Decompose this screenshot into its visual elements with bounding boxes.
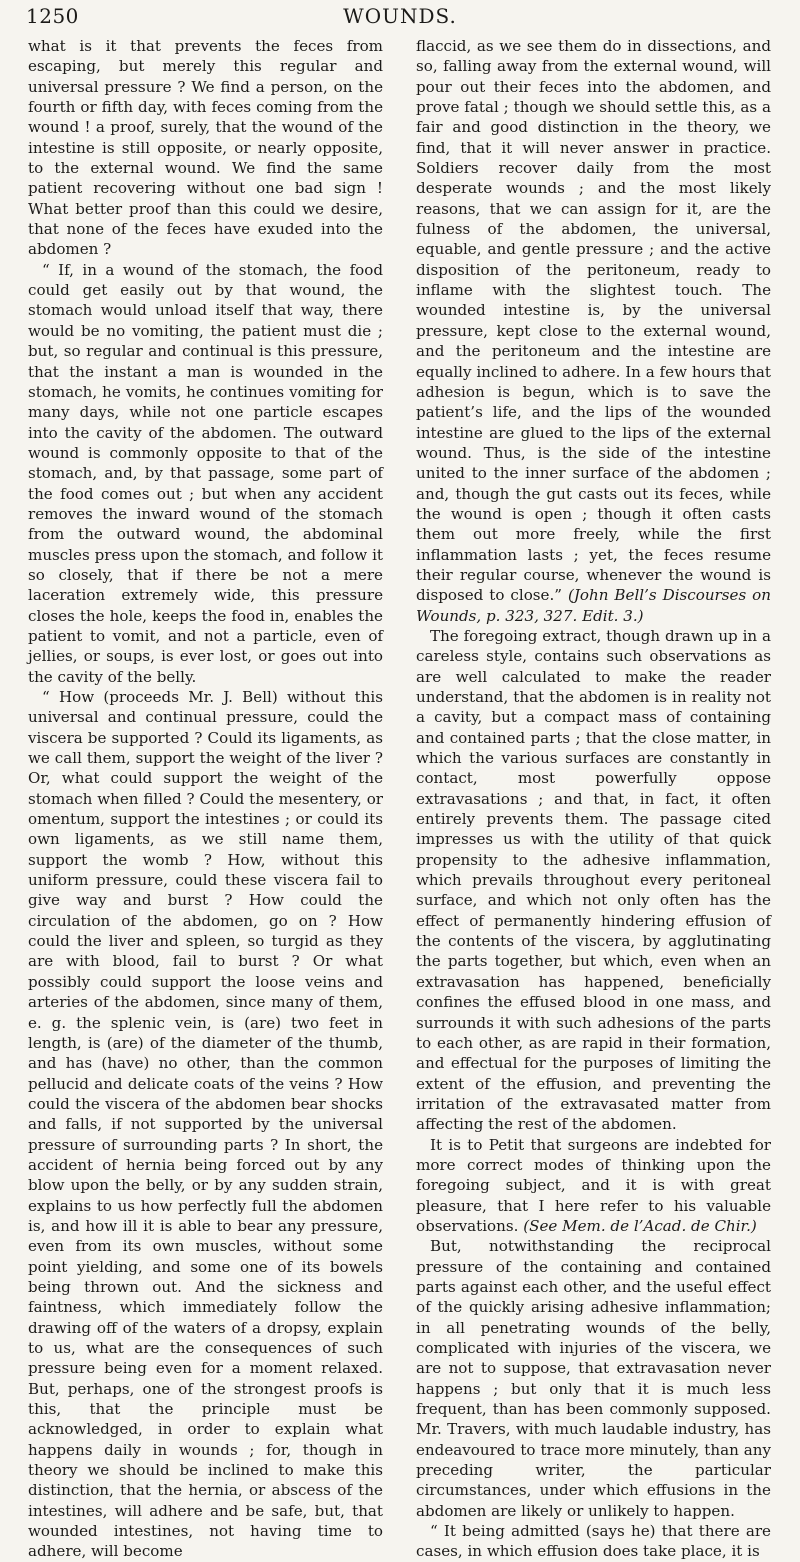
page-number: 1250 [26, 4, 79, 28]
paragraph [416, 1135, 771, 1237]
paragraph: “ It being admitted (says he) that there are cases, in which effusion does take place, it is [416, 1522, 771, 1561]
paragraph: “ How (proceeds Mr. J. Bell) without this universal and continual pressure, could the viscera be supported ? Could its ligaments, as we call them, support the weight of the liver ? Or, what could support the weight of the stomach when filled ? Could the mesentery, or omentum, support the intestines ; or could its own ligaments, as we still name them, support the womb ? How, without this uniform pressure, could these viscera fail to give way and burst ? How could the circulation of the abdomen, go on ? How could the liver and spleen, so turgid as they are with blood, fail to burst ? Or what possibly could support the loose veins and arteries of the abdomen, since many of them, e. g. the splenic vein, is (are) two feet in length, is (are) of the diameter of the thumb, and has (have) no other, than the common pellucid and delicate coats of the veins ? How could the viscera of the abdomen bear shocks and falls, if not supported by the universal pressure of surrounding parts ? In short, the accident of hernia being forced out by any blow upon the belly, or by any sudden strain, explains to us how perfectly full the abdomen is, and how ill it is able to bear any pressure, even from its own muscles, without some point yielding, and some one of its bowels being thrown out. And the sickness and faintness, which immediately follow the drawing off of the waters of a dropsy, explain to us, what are the consequences of such pressure being even for a moment relaxed. But, perhaps, one of the strongest proofs is this, that the principle must be acknowledged, in order to explain what happens daily in wounds ; for, though in theory we should be inclined to make this distinction, that the hernia, or abscess of the intestines, will adhere and be safe, but, that wounded intestines, not having time to adhere, will become [28, 688, 383, 1561]
left-column [28, 36, 383, 1561]
running-head: WOUNDS. [343, 4, 457, 28]
paragraph-text: It is to Petit that surgeons are indebted for more correct modes of thinking upon the foregoing subject, and it is with great pleasure, that I here refer to his valuable observations. [416, 1135, 771, 1235]
paragraph: The foregoing extract, though drawn up in a careless style, contains such observations as are well calculated to make the reader understand, that the abdomen is in reality not a cavity, but a compact mass of containing and contained parts ; that the close matter, in which the various surfaces are constantly in contact, most powerfully oppose extravasations ; and that, in fact, it often entirely prevents them. The passage cited impresses us with the utility of that quick propensity to the adhesive inflammation, which prevails throughout every peritoneal surface, and which not only often has the effect of permanently hindering effusion of the contents of the viscera, by agglutinating the parts together, but which, even when an extravasation has happened, beneficially confines the effused blood in one mass, and surrounds it with such adhesions of the parts to each other, as are rapid in their formation, and effectual for the purposes of limiting the extent of the effusion, and preventing the irritation of the extravasated matter from affecting the rest of the abdomen. [416, 626, 771, 1134]
paragraph [416, 36, 771, 626]
paragraph-text: flaccid, as we see them do in dissections, and so, falling away from the external wound, will pour out their feces into the abdomen, and prove fatal ; though we should settle this, as a fair and good distinction in the theory, we find, that it will never answer in practice. Soldiers recover daily from the most desperate wounds ; and the most likely reasons, that we can assign for it, are the fulness of the abdomen, the universal, equable, and gentle pressure ; and the active disposition of the peritoneum, ready to inflame with the slightest touch. The wounded intestine is, by the universal pressure, kept close to the external wound, and the peritoneum and the intestine are equally inclined to adhere. In a few hours that adhesion is begun, which is to save the patient’s life, and the lips of the wounded intestine are glued to the lips of the external wound. Thus, is the side of the intestine united to the inner surface of the abdomen ; and, though the gut casts out its feces, while the wound is open ; though it often casts them out more freely, while the first inflammation lasts ; yet, the feces resume their regular course, whenever the wound is disposed to close.” [416, 37, 771, 605]
paragraph: But, notwithstanding the reciprocal pressure of the containing and contained parts against each other, and the useful effect of the quickly arising adhesive inflammation; in all penetrating wounds of the belly, complicated with injuries of the viscera, we are not to suppose, that extravasation never happens ; but only that it is much less frequent, than has been commonly supposed. Mr. Travers, with much laudable industry, has endeavoured to trace more minutely, than any preceding writer, the particular circumstances, under which effusions in the abdomen are likely or unlikely to happen. [416, 1237, 771, 1520]
paragraph: what is it that prevents the feces from escaping, but merely this regular and universal pressure ? We find a person, on the fourth or fifth day, with feces coming from the wound ! a proof, surely, that the wound of the intestine is still opposite, or nearly opposite, to the external wound. We find the same patient recovering without one bad sign ! What better proof than this could we desire, that none of the feces have exuded into the abdomen ? [28, 37, 383, 259]
citation: (John Bell’s Discourses on Wounds, p. 323, 327. Edit. 3.) [416, 586, 771, 625]
citation: (See Mem. de l’Acad. de Chir.) [523, 1216, 757, 1235]
right-column [416, 36, 771, 1561]
paragraph: “ If, in a wound of the stomach, the food could get easily out by that wound, the stomach would unload itself that way, there would be no vomiting, the patient must die ; but, so regular and continual is this pressure, that the instant a man is wounded in the stomach, he vomits, he continues vomiting for many days, while not one particle escapes into the cavity of the abdomen. The outward wound is commonly opposite to that of the stomach, and, by that passage, some part of the food comes out ; but when any accident removes the inward wound of the stomach from the outward wound, the abdominal muscles press upon the stomach, and follow it so closely, that if there be not a mere laceration extremely wide, this pressure closes the hole, keeps the food in, enables the patient to vomit, and not a particle, even of jellies, or soups, is ever lost, or goes out into the cavity of the belly. [28, 260, 383, 686]
